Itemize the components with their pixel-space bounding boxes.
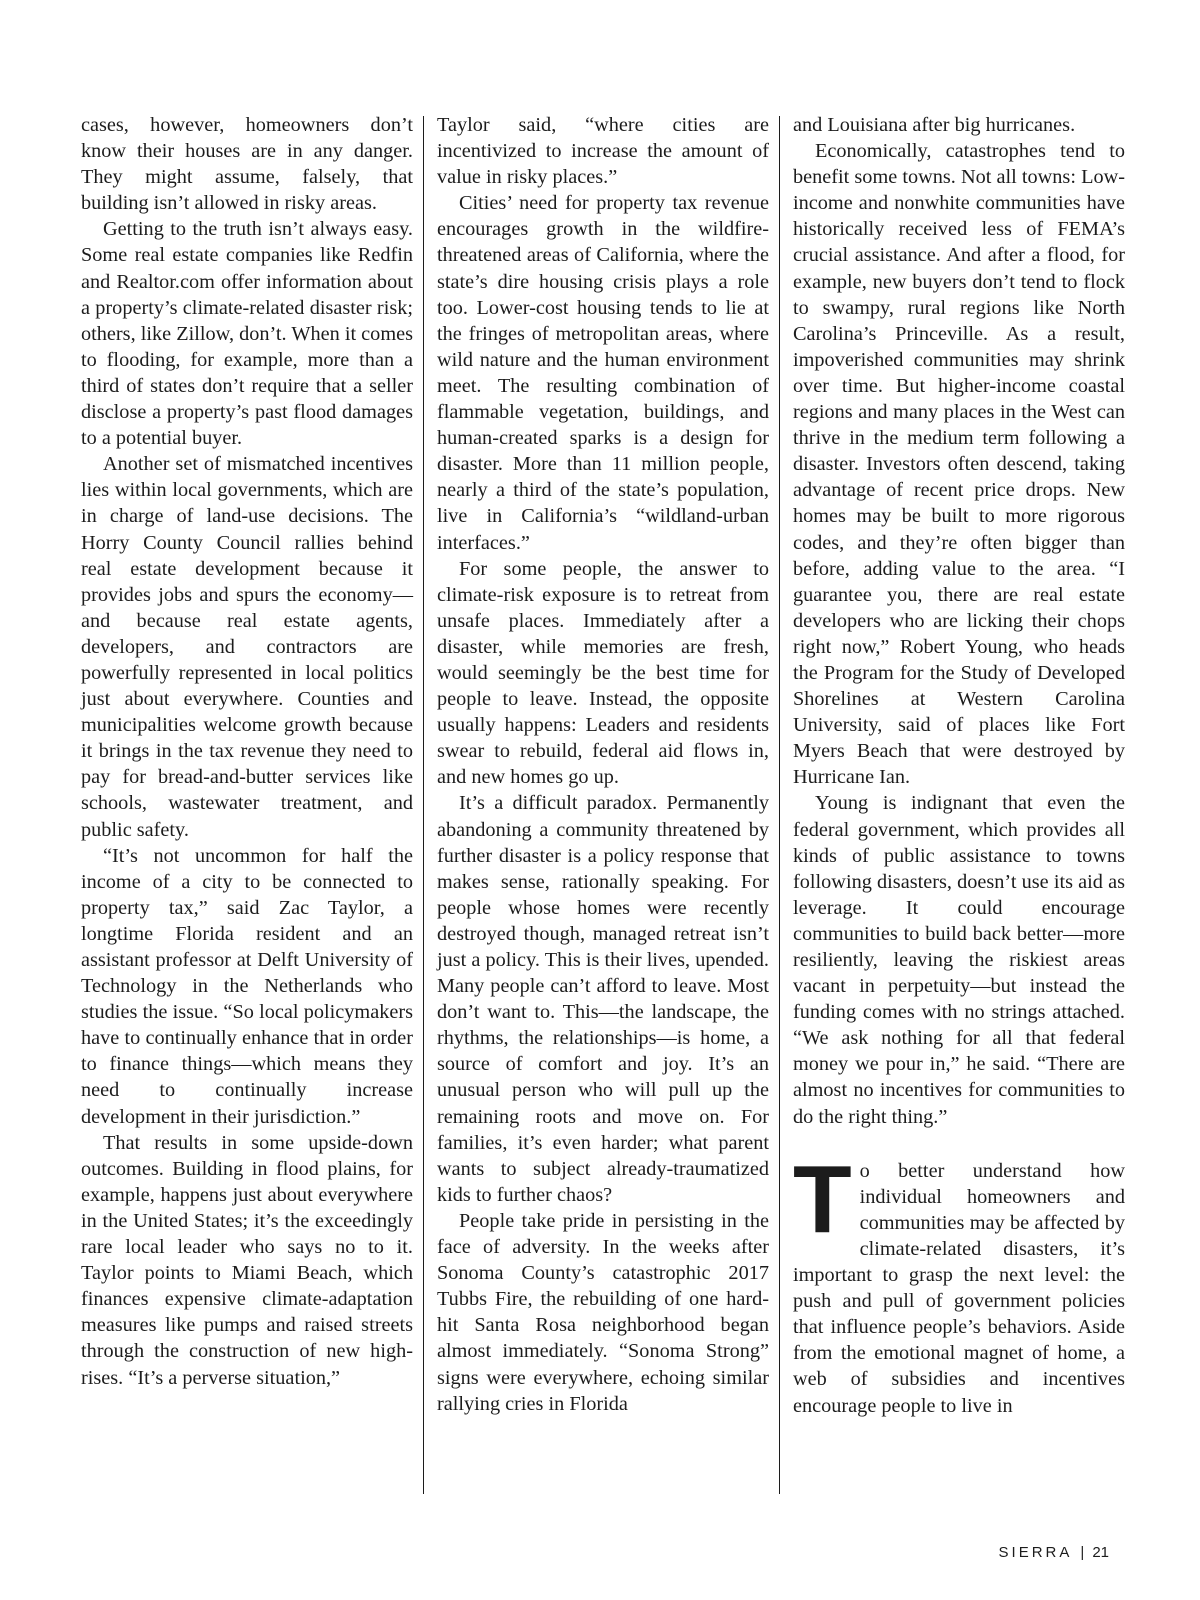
page-footer: [999, 1544, 1109, 1561]
page-number: 21: [1092, 1544, 1109, 1561]
paragraph: Cities’ need for property tax revenue encourages growth in the wildfire-threatened areas of California, where the state’s dire housing crisis plays a role too. Lower-cost housing tends to lie at the fringes of metropolitan areas, where wild nature and the human environment meet. The resulting combination of flammable vegetation, buildings, and human-created sparks is a design for disaster. More than 11 million people, nearly a third of the state’s population, live in California’s “wildland-urban interfaces.”: [437, 192, 769, 554]
section-text: o better understand how individual homeowners and communities may be affected by climate-related disasters, it’s important to grasp the next level: the push and pull of government policies that influence people’s behaviors. Aside from the emotional magnet of home, a web of subsidies and incentives encourage people to live in: [793, 1159, 1125, 1417]
column-rule: [423, 116, 424, 1494]
paragraph: That results in some upside-down outcomes. Building in flood plains, for example, happens just about everywhere in the United States; it’s the exceedingly rare local leader who says no to it. Taylor points to Miami Beach, which finances expensive climate-adaptation measures like pumps and raised streets through the construction of new high-rises. “It’s a perverse situation,”: [81, 1131, 413, 1389]
paragraph: It’s a difficult paradox. Permanently abandoning a community threatened by further disaster is a policy response that makes sense, rationally speaking. For people whose homes were recently destroyed though, managed retreat isn’t just a policy. This is their lives, upended. Many people can’t afford to leave. Most don’t want to. This—the landscape, the rhythms, the relationships—is home, a source of comfort and joy. It’s an unusual person who will pull up the remaining roots and move on. For families, it’s even harder; what parent wants to subject already-traumatized kids to further chaos?: [437, 792, 769, 1206]
paragraph: Getting to the truth isn’t always easy. Some real estate companies like Redfin and Realtor.com offer information about a property’s climate-related disaster risk; others, like Zillow, don’t. When it comes to flooding, for example, more than a third of states don’t require that a seller disclose a property’s past flood damages to a potential buyer.: [81, 218, 413, 450]
paragraph: For some people, the answer to climate-risk exposure is to retreat from unsafe places. Immediately after a disaster, while memories are fresh, would seemingly be the best time for people to leave. Instead, the opposite usually happens: Leaders and residents swear to rebuild, federal aid flows in, and new homes go up.: [437, 557, 769, 789]
article-column-3: [793, 112, 1125, 1419]
magazine-name: SIERRA: [998, 1544, 1073, 1561]
drop-cap: T: [793, 1145, 852, 1253]
footer-separator: |: [1080, 1544, 1085, 1561]
article-column-1: [81, 112, 413, 1391]
paragraph: “It’s not uncommon for half the income of a city to be connected to property tax,” said Zac Taylor, a longtime Florida resident and an assistant professor at Delft University of Technology in the Netherlands who studies the issue. “So local policymakers have to continually enhance that in order to finance things—which means they need to continually increase development in their jurisdiction.”: [81, 844, 413, 1128]
paragraph: Economically, catastrophes tend to benefit some towns. Not all towns: Low-income and nonwhite communities have historically received less of FEMA’s crucial assistance. And after a flood, for example, new buyers don’t tend to flock to swampy, rural regions like North Carolina’s Princeville. As a result, impoverished communities may shrink over time. But higher-income coastal regions and many places in the West can thrive in the medium term following a disaster. Investors often descend, taking advantage of recent price drops. New homes may be built to more rigorous codes, and they’re often bigger than before, adding value to the area. “I guarantee you, there are real estate developers who are licking their chops right now,” Robert Young, who heads the Program for the Study of Developed Shorelines at Western Carolina University, said of places like Fort Myers Beach that were destroyed by Hurricane Ian.: [793, 140, 1125, 789]
paragraph: Taylor said, “where cities are incentivized to increase the amount of value in risky places.”: [437, 114, 769, 189]
paragraph: cases, however, homeowners don’t know their houses are in any danger. They might assume, falsely, that building isn’t allowed in risky areas.: [81, 114, 413, 215]
paragraph: Young is indignant that even the federal government, which provides all kinds of public assistance to towns following disasters, doesn’t use its aid as leverage. It could encourage communities to build back better—more resiliently, leaving the riskiest areas vacant in perpetuity—but instead the funding comes with no strings attached. “We ask nothing for all that federal money we pour in,” he said. “There are almost no incentives for communities to do the right thing.”: [793, 792, 1125, 1128]
paragraph: and Louisiana after big hurricanes.: [793, 114, 1076, 136]
section-opening-paragraph: [793, 1145, 1125, 1419]
column-rule: [779, 116, 780, 1494]
paragraph: People take pride in persisting in the face of adversity. In the weeks after Sonoma County’s catastrophic 2017 Tubbs Fire, the rebuilding of one hard-hit Santa Rosa neighborhood began almost immediately. “Sonoma Strong” signs were everywhere, echoing similar rallying cries in Florida: [437, 1209, 769, 1415]
paragraph: Another set of mismatched incentives lies within local governments, which are in charge of land-use decisions. The Horry County Council rallies behind real estate development because it provides jobs and spurs the economy—and because real estate agents, developers, and contractors are powerfully represented in local politics just about everywhere. Counties and municipalities welcome growth because it brings in the tax revenue they need to pay for bread-and-butter services like schools, wastewater treatment, and public safety.: [81, 453, 413, 841]
article-column-2: [437, 112, 769, 1417]
